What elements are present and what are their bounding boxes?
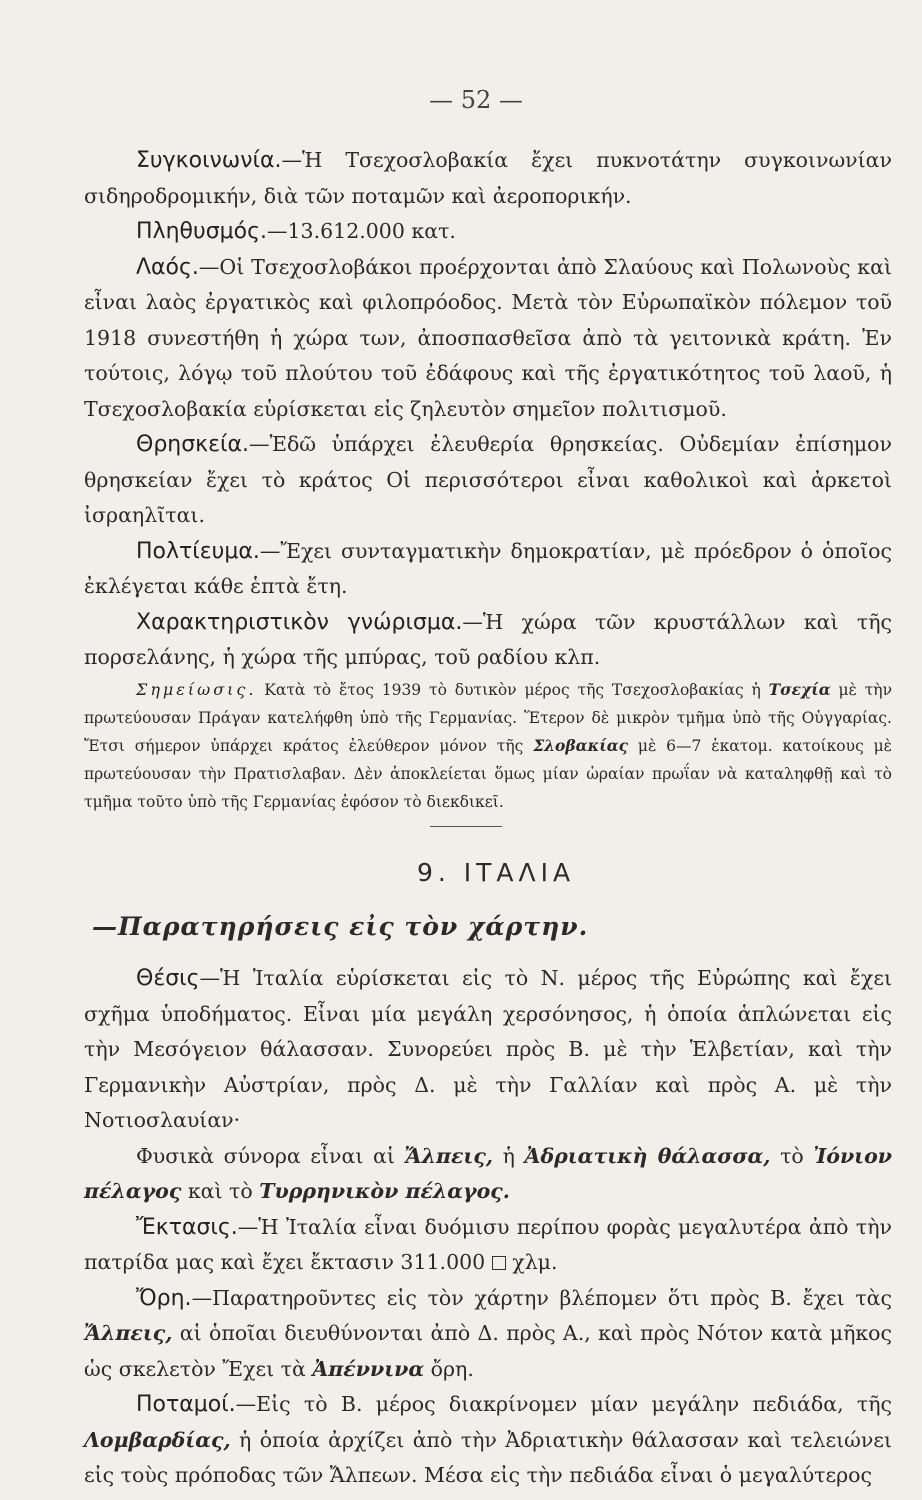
note-text: μὲ τὴν πρωτεύουσαν Πράγαν κατελήφθη ὑπὸ τῆς Γερμανίας. Ἕτερον δὲ μικρὸν τμῆμα ὑπὸ τῆς Οὑγγαρίας. Ἔτσι σήμερον ὑπάρχει κράτος ἐλεύθερον μόνον τῆς	[84, 680, 892, 755]
paragraph-population	[84, 214, 892, 250]
text-mountains: —Παρατηροῦντες εἰς τὸν χάρτην βλέπομεν ὅτι πρὸς Β. ἔχει τὰς	[191, 1285, 892, 1310]
paragraph-characteristic	[84, 605, 892, 676]
paragraph-area	[84, 1210, 892, 1281]
term-alps: Ἄλπεις,	[84, 1321, 173, 1345]
italy-section	[84, 961, 892, 1494]
section-subtitle: —Παρατηρήσεις εἰς τὸν χάρτην.	[92, 912, 589, 941]
text-characteristic: —Ἡ χώρα τῶν κρυστάλλων καὶ τῆς πορσελάνης, ἡ χώρα τῆς μπύρας, τοῦ ραδίου κλπ.	[84, 609, 892, 669]
text-mountains: αἱ ὁποῖαι διευθύνονται ἀπὸ Δ. πρὸς Α., καὶ πρὸς Νότον κατὰ μῆκος ὡς σκελετὸν Ἔχει τὰ	[84, 1321, 892, 1381]
heading-rivers: Ποταμοί.	[136, 1392, 236, 1417]
heading-position: Θέσις	[136, 966, 200, 991]
term-ionian: Ἰόνιον πέλαγος	[84, 1143, 892, 1203]
text-population: —13.612.000 κατ.	[267, 219, 456, 243]
paragraph-transport	[84, 143, 892, 214]
text-borders: ἡ	[492, 1143, 525, 1168]
heading-mountains: Ὄρη.	[136, 1285, 192, 1311]
square-symbol-icon	[492, 1256, 506, 1270]
heading-transport: Συγκοινωνία.	[136, 148, 282, 173]
paragraph-religion	[84, 427, 892, 534]
paragraph-borders	[84, 1139, 892, 1210]
paragraph-mountains	[84, 1281, 892, 1388]
note-czechia: Τσεχία	[768, 679, 831, 699]
paragraph-rivers	[84, 1387, 892, 1494]
text-borders: Φυσικὰ σύνορα εἶναι αἱ	[136, 1143, 405, 1168]
note-heading: Σημείωσις.	[136, 679, 257, 699]
term-tyrrhenian: Τυρρηνικὸν πέλαγος.	[259, 1179, 510, 1203]
text-rivers: ἡ ὁποία ἀρχίζει ἀπὸ τὴν Ἀδριατικὴν θάλασσαν καὶ τελειώνει εἰς τοὺς πρόποδας τῶν Ἄλπεων. Μέσα εἰς τὴν πεδιάδα εἶναι ὁ μεγαλύτερος	[84, 1427, 892, 1487]
czech-section	[84, 143, 892, 816]
heading-religion: Θρησκεία.	[136, 432, 249, 457]
chapter-title: 9. ΙΤΑΛΙΑ	[416, 858, 576, 887]
text-position: —Ἡ Ἰταλία εὑρίσκεται εἰς τὸ Ν. μέρος τῆς Εὐρώπης καὶ ἔχει σχῆμα ὑποδήματος. Εἶναι μία μεγάλη χερσόνησος, ἡ ὁποία ἁπλώνεται εἰς τὴν Μεσόγειον θάλασσαν. Συνορεύει πρὸς Β. μὲ τὴν Ἑλβετίαν, καὶ τὴν Γερμανικὴν Αὐστρίαν, πρὸς Δ. μὲ τὴν Γαλλίαν καὶ πρὸς Α. μὲ τὴν Νοτιοσλαυίαν·	[84, 966, 892, 1132]
paragraph-position	[84, 961, 892, 1139]
term-adriatic: Ἀδριατικὴ θάλασσα,	[524, 1143, 771, 1168]
paragraph-people	[84, 250, 892, 428]
heading-population: Πληθυσμός.	[136, 219, 268, 244]
term-alps: Ἄλπεις,	[404, 1143, 493, 1168]
paragraph-government	[84, 534, 892, 605]
text-area: —Ἡ Ἰταλία εἶναι δυόμισυ περίπου φορὰς μεγαλυτέρα ἀπὸ τὴν πατρίδα μας καὶ ἔχει ἔκτασιν 311.000	[84, 1214, 892, 1274]
heading-characteristic: Χαρακτηριστικὸν γνώρισμα.	[136, 609, 463, 635]
text-mountains: ὄρη.	[424, 1356, 474, 1381]
text-government: —Ἔχει συνταγματικὴν δημοκρατίαν, μὲ πρόεδρον ὁ ὁποῖος ἐκλέγεται κάθε ἑπτὰ ἔτη.	[84, 538, 892, 598]
text-area-unit: χλμ.	[512, 1250, 558, 1274]
section-divider	[430, 826, 502, 827]
text-rivers: —Εἰς τὸ Β. μέρος διακρίνομεν μίαν μεγάλην πεδιάδα, τῆς	[235, 1392, 892, 1416]
text-borders: καὶ τὸ	[181, 1179, 260, 1203]
heading-government: Πολτίευμα.	[136, 538, 260, 564]
note-paragraph	[84, 676, 892, 816]
page-number: — 52 —	[429, 86, 523, 114]
text-transport: —Ἡ Τσεχοσλοβακία ἔχει πυκνοτάτην συγκοινωνίαν σιδηροδρομικήν, διὰ τῶν ποταμῶν καὶ ἀεροπορικήν.	[84, 148, 892, 208]
term-apennines: Ἀπέννινα	[312, 1356, 425, 1381]
note-slovakia: Σλοβακίας	[533, 735, 629, 755]
term-lombardy: Λομβαρδίας,	[84, 1427, 231, 1452]
heading-area: Ἔκτασις.	[136, 1214, 238, 1240]
note-text: μὲ 6—7 ἑκατομ. κατοίκους μὲ πρωτεύουσαν τὴν Πρατισλαβαν. Δὲν ἀποκλείεται ὅμως μίαν ὡραίαν πρωΐαν νὰ καταληφθῇ καὶ τὸ τμῆμα τοῦτο ὑπὸ τῆς Γερμανίας ἐφόσον τὸ διεκδικεῖ.	[84, 736, 892, 811]
note-text: Κατὰ τὸ ἔτος 1939 τὸ δυτικὸν μέρος τῆς Τσεχοσλοβακίας ἡ	[256, 680, 769, 699]
text-people: —Οἱ Τσεχοσλοβάκοι προέρχονται ἀπὸ Σλαύους καὶ Πολωνοὺς καὶ εἶναι λαὸς ἐργατικὸς καὶ φιλοπρόοδος. Μετὰ τὸν Εὐρωπαϊκὸν πόλεμον τοῦ 1918 συνεστήθη ἡ χώρα των, ἀποσπασθεῖσα ἀπὸ τὰ γειτονικὰ κράτη. Ἐν τούτοις, λόγῳ τοῦ πλούτου τοῦ ἐδάφους καὶ τῆς ἐργατικότητος τοῦ λαοῦ, ἡ Τσεχοσλοβακία εὑρίσκεται εἰς ζηλευτὸν σημεῖον πολιτισμοῦ.	[84, 254, 892, 421]
text-borders: τὸ	[770, 1143, 814, 1168]
text-religion: —Ἐδῶ ὑπάρχει ἐλευθερία θρησκείας. Οὐδεμίαν ἐπίσημον θρησκείαν ἔχει τὸ κράτος Οἱ περισσότεροι εἶναι καθολικοὶ καὶ ἀρκετοὶ ἰσραηλῖται.	[84, 432, 892, 527]
heading-people: Λαός.	[136, 254, 199, 280]
